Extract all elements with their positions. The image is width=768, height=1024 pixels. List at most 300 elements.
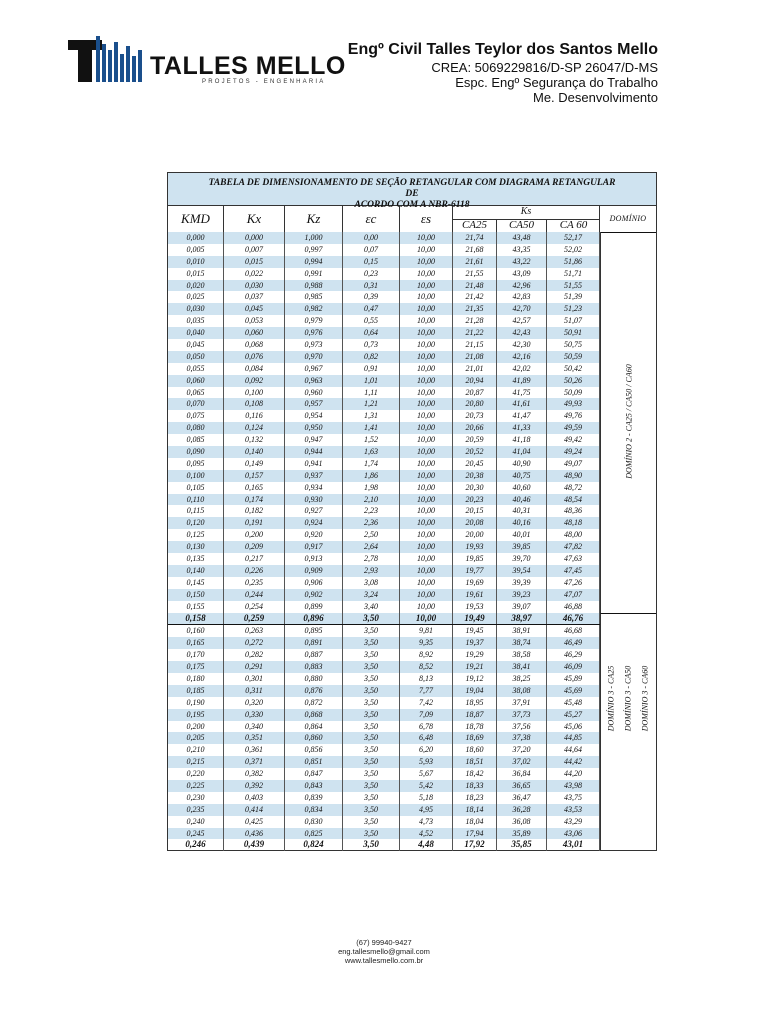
cell-kz: 0,960	[285, 387, 343, 399]
cell-kmd: 0,085	[168, 434, 224, 446]
cell-ec: 3,50	[343, 685, 400, 697]
cell-kz: 0,895	[285, 625, 343, 637]
cell-ks-ca50: 40,90	[497, 458, 547, 470]
cell-es: 10,00	[400, 470, 453, 482]
table-row	[168, 685, 600, 697]
cell-ec: 0,82	[343, 351, 400, 363]
cell-es: 10,00	[400, 517, 453, 529]
cell-kx: 0,140	[224, 446, 285, 458]
cell-es: 4,52	[400, 828, 453, 840]
cell-ec: 2,93	[343, 565, 400, 577]
cell-kz: 0,982	[285, 303, 343, 315]
cell-ks-ca50: 37,56	[497, 721, 547, 733]
cell-ks-ca25: 17,92	[453, 839, 497, 851]
table-row	[168, 327, 600, 339]
cell-kz: 0,973	[285, 339, 343, 351]
cell-kx: 0,076	[224, 351, 285, 363]
cell-kmd: 0,246	[168, 839, 224, 851]
cell-es: 5,18	[400, 792, 453, 804]
cell-ks-ca50: 37,91	[497, 697, 547, 709]
cell-ec: 1,74	[343, 458, 400, 470]
cell-kx: 0,007	[224, 244, 285, 256]
cell-ec: 3,50	[343, 721, 400, 733]
header-ks-group	[453, 206, 600, 232]
cell-ks-ca25: 21,48	[453, 280, 497, 292]
cell-kz: 0,896	[285, 613, 343, 625]
engineer-name: Engº Civil Talles Teylor dos Santos Mello	[347, 41, 658, 58]
cell-ks-ca60: 51,39	[547, 291, 600, 303]
cell-es: 7,77	[400, 685, 453, 697]
cell-es: 10,00	[400, 553, 453, 565]
cell-kz: 0,887	[285, 649, 343, 661]
cell-kmd: 0,175	[168, 661, 224, 673]
cell-ks-ca25: 18,87	[453, 709, 497, 721]
cell-ks-ca60: 47,45	[547, 565, 600, 577]
cell-ks-ca50: 41,75	[497, 387, 547, 399]
cell-kz: 0,868	[285, 709, 343, 721]
cell-ks-ca25: 21,08	[453, 351, 497, 363]
cell-kz: 0,997	[285, 244, 343, 256]
logo-brand-subtitle: PROJETOS - ENGENHARIA	[202, 79, 326, 85]
cell-ks-ca60: 50,09	[547, 387, 600, 399]
cell-kmd: 0,055	[168, 363, 224, 375]
cell-kx: 0,116	[224, 410, 285, 422]
cell-kmd: 0,100	[168, 470, 224, 482]
cell-ec: 0,73	[343, 339, 400, 351]
cell-ks-ca60: 45,69	[547, 685, 600, 697]
cell-ec: 0,91	[343, 363, 400, 375]
cell-kx: 0,030	[224, 280, 285, 292]
cell-kmd: 0,030	[168, 303, 224, 315]
cell-ks-ca50: 43,09	[497, 268, 547, 280]
cell-ks-ca60: 44,20	[547, 768, 600, 780]
cell-kmd: 0,115	[168, 505, 224, 517]
cell-ec: 3,50	[343, 649, 400, 661]
cell-ks-ca50: 37,73	[497, 709, 547, 721]
cell-es: 10,00	[400, 232, 453, 244]
cell-ks-ca50: 37,38	[497, 732, 547, 744]
table-row	[168, 816, 600, 828]
cell-ks-ca60: 51,71	[547, 268, 600, 280]
cell-ks-ca50: 39,70	[497, 553, 547, 565]
cell-kmd: 0,095	[168, 458, 224, 470]
cell-ec: 2,64	[343, 541, 400, 553]
cell-kmd: 0,210	[168, 744, 224, 756]
cell-es: 5,42	[400, 780, 453, 792]
cell-ec: 1,01	[343, 375, 400, 387]
cell-ks-ca60: 50,75	[547, 339, 600, 351]
cell-ks-ca25: 19,29	[453, 649, 497, 661]
cell-kz: 0,920	[285, 529, 343, 541]
table-title-line2: ACORDO COM A NBR-6118	[354, 200, 470, 210]
cell-kz: 0,899	[285, 601, 343, 613]
cell-ec: 2,10	[343, 494, 400, 506]
cell-ks-ca60: 50,26	[547, 375, 600, 387]
table-row	[168, 613, 600, 625]
logo-buildings-icon	[66, 34, 150, 84]
cell-ks-ca60: 51,55	[547, 280, 600, 292]
cell-kx: 0,174	[224, 494, 285, 506]
cell-ks-ca60: 46,68	[547, 625, 600, 637]
cell-kz: 0,991	[285, 268, 343, 280]
cell-ks-ca25: 20,87	[453, 387, 497, 399]
cell-kmd: 0,025	[168, 291, 224, 303]
cell-kx: 0,439	[224, 839, 285, 851]
header-kz: Kz	[285, 206, 343, 232]
cell-es: 7,42	[400, 697, 453, 709]
cell-kx: 0,200	[224, 529, 285, 541]
cell-ks-ca50: 38,25	[497, 673, 547, 685]
cell-kx: 0,092	[224, 375, 285, 387]
cell-ec: 0,39	[343, 291, 400, 303]
cell-ks-ca50: 37,02	[497, 756, 547, 768]
engineer-degree: Me. Desenvolvimento	[533, 90, 658, 105]
cell-ks-ca50: 41,47	[497, 410, 547, 422]
cell-kz: 0,856	[285, 744, 343, 756]
footer-website: www.tallesmello.com.br	[344, 956, 424, 965]
cell-es: 10,00	[400, 244, 453, 256]
cell-kx: 0,340	[224, 721, 285, 733]
table-row	[168, 756, 600, 768]
cell-ec: 2,36	[343, 517, 400, 529]
cell-kx: 0,392	[224, 780, 285, 792]
cell-ec: 3,50	[343, 673, 400, 685]
cell-kx: 0,157	[224, 470, 285, 482]
cell-ks-ca50: 41,61	[497, 398, 547, 410]
cell-ec: 0,23	[343, 268, 400, 280]
cell-kx: 0,226	[224, 565, 285, 577]
cell-kz: 0,909	[285, 565, 343, 577]
cell-ks-ca60: 49,59	[547, 422, 600, 434]
cell-ks-ca50: 41,04	[497, 446, 547, 458]
cell-ks-ca25: 20,66	[453, 422, 497, 434]
cell-es: 10,00	[400, 601, 453, 613]
cell-kz: 0,941	[285, 458, 343, 470]
cell-ec: 3,50	[343, 732, 400, 744]
table-row	[168, 732, 600, 744]
cell-ks-ca25: 21,42	[453, 291, 497, 303]
table-header	[168, 206, 656, 233]
cell-ks-ca50: 41,18	[497, 434, 547, 446]
cell-ks-ca60: 45,27	[547, 709, 600, 721]
cell-ks-ca50: 35,89	[497, 828, 547, 840]
cell-es: 7,09	[400, 709, 453, 721]
cell-ks-ca60: 46,88	[547, 601, 600, 613]
cell-ks-ca60: 44,42	[547, 756, 600, 768]
cell-kmd: 0,240	[168, 816, 224, 828]
table-row	[168, 792, 600, 804]
cell-ec: 3,50	[343, 839, 400, 851]
table-row	[168, 482, 600, 494]
table-row	[168, 529, 600, 541]
cell-kx: 0,254	[224, 601, 285, 613]
cell-ec: 0,55	[343, 315, 400, 327]
cell-es: 4,48	[400, 839, 453, 851]
table-row	[168, 541, 600, 553]
cell-kx: 0,182	[224, 505, 285, 517]
cell-ks-ca25: 18,33	[453, 780, 497, 792]
cell-ks-ca50: 43,48	[497, 232, 547, 244]
cell-ec: 3,50	[343, 625, 400, 637]
cell-ks-ca50: 38,08	[497, 685, 547, 697]
cell-kx: 0,209	[224, 541, 285, 553]
cell-ks-ca25: 21,35	[453, 303, 497, 315]
cell-ec: 0,64	[343, 327, 400, 339]
cell-kz: 0,985	[285, 291, 343, 303]
engineer-specialization: Espc. Engº Segurança do Trabalho	[455, 75, 658, 90]
table-row	[168, 339, 600, 351]
header-ca25: CA25	[453, 219, 497, 232]
cell-es: 9,35	[400, 637, 453, 649]
cell-ks-ca60: 43,75	[547, 792, 600, 804]
cell-es: 8,92	[400, 649, 453, 661]
cell-kz: 0,934	[285, 482, 343, 494]
cell-ks-ca60: 45,89	[547, 673, 600, 685]
table-row	[168, 828, 600, 840]
cell-kx: 0,263	[224, 625, 285, 637]
cell-ks-ca25: 21,22	[453, 327, 497, 339]
table-row	[168, 744, 600, 756]
cell-ks-ca25: 18,60	[453, 744, 497, 756]
cell-kmd: 0,050	[168, 351, 224, 363]
cell-kz: 0,927	[285, 505, 343, 517]
cell-es: 10,00	[400, 303, 453, 315]
cell-kmd: 0,180	[168, 673, 224, 685]
cell-ec: 0,15	[343, 256, 400, 268]
cell-ks-ca25: 20,59	[453, 434, 497, 446]
cell-es: 10,00	[400, 315, 453, 327]
cell-es: 10,00	[400, 505, 453, 517]
table-row	[168, 697, 600, 709]
cell-kmd: 0,130	[168, 541, 224, 553]
cell-ks-ca60: 49,07	[547, 458, 600, 470]
cell-ks-ca25: 20,73	[453, 410, 497, 422]
cell-ec: 1,63	[343, 446, 400, 458]
cell-es: 10,00	[400, 387, 453, 399]
cell-ks-ca60: 46,29	[547, 649, 600, 661]
table-row	[168, 422, 600, 434]
cell-kz: 0,864	[285, 721, 343, 733]
cell-es: 4,95	[400, 804, 453, 816]
cell-ks-ca50: 40,16	[497, 517, 547, 529]
cell-ks-ca60: 44,85	[547, 732, 600, 744]
cell-es: 10,00	[400, 256, 453, 268]
cell-ks-ca25: 19,04	[453, 685, 497, 697]
cell-kmd: 0,150	[168, 589, 224, 601]
table-row	[168, 517, 600, 529]
cell-kmd: 0,080	[168, 422, 224, 434]
cell-ks-ca25: 19,49	[453, 613, 497, 625]
cell-ks-ca25: 18,78	[453, 721, 497, 733]
dominio-3-ca50-label: DOMÍNIO 3 - CA50	[623, 665, 633, 732]
cell-ks-ca50: 36,65	[497, 780, 547, 792]
cell-ec: 0,31	[343, 280, 400, 292]
table-row	[168, 363, 600, 375]
cell-kx: 0,124	[224, 422, 285, 434]
cell-ks-ca50: 36,08	[497, 816, 547, 828]
table-row	[168, 637, 600, 649]
cell-kmd: 0,220	[168, 768, 224, 780]
cell-ks-ca25: 18,14	[453, 804, 497, 816]
cell-kz: 0,839	[285, 792, 343, 804]
cell-ks-ca25: 20,15	[453, 505, 497, 517]
cell-ec: 2,23	[343, 505, 400, 517]
cell-ks-ca25: 21,01	[453, 363, 497, 375]
cell-kx: 0,060	[224, 327, 285, 339]
cell-kx: 0,149	[224, 458, 285, 470]
cell-kmd: 0,195	[168, 709, 224, 721]
cell-kx: 0,403	[224, 792, 285, 804]
cell-ks-ca25: 19,12	[453, 673, 497, 685]
dominio-2-cell	[600, 232, 656, 614]
cell-kz: 0,970	[285, 351, 343, 363]
cell-ec: 3,50	[343, 780, 400, 792]
cell-ec: 3,50	[343, 828, 400, 840]
cell-kmd: 0,015	[168, 268, 224, 280]
cell-ks-ca25: 18,51	[453, 756, 497, 768]
cell-ks-ca50: 38,58	[497, 649, 547, 661]
table-row	[168, 505, 600, 517]
cell-kx: 0,351	[224, 732, 285, 744]
cell-es: 10,00	[400, 589, 453, 601]
cell-ks-ca25: 20,52	[453, 446, 497, 458]
cell-ks-ca50: 43,22	[497, 256, 547, 268]
cell-kx: 0,361	[224, 744, 285, 756]
cell-ks-ca50: 38,91	[497, 625, 547, 637]
cell-es: 4,73	[400, 816, 453, 828]
cell-ks-ca60: 51,86	[547, 256, 600, 268]
table-row	[168, 410, 600, 422]
cell-ks-ca25: 17,94	[453, 828, 497, 840]
cell-ks-ca50: 40,46	[497, 494, 547, 506]
dominio-3-ca25-label: DOMÍNIO 3 - CA25	[606, 665, 616, 732]
cell-ks-ca60: 45,48	[547, 697, 600, 709]
table-row	[168, 649, 600, 661]
cell-ec: 3,50	[343, 613, 400, 625]
cell-es: 10,00	[400, 541, 453, 553]
cell-kmd: 0,225	[168, 780, 224, 792]
cell-ks-ca25: 18,04	[453, 816, 497, 828]
cell-kx: 0,320	[224, 697, 285, 709]
table-title	[168, 173, 656, 210]
cell-kx: 0,436	[224, 828, 285, 840]
cell-ks-ca50: 42,30	[497, 339, 547, 351]
cell-kx: 0,259	[224, 613, 285, 625]
cell-ks-ca50: 38,41	[497, 661, 547, 673]
cell-ec: 1,31	[343, 410, 400, 422]
cell-ks-ca25: 19,37	[453, 637, 497, 649]
cell-ks-ca60: 48,18	[547, 517, 600, 529]
cell-kmd: 0,105	[168, 482, 224, 494]
cell-kmd: 0,035	[168, 315, 224, 327]
cell-kx: 0,100	[224, 387, 285, 399]
dominio-3-ca60-label: DOMÍNIO 3 - CA60	[640, 665, 650, 732]
cell-kz: 0,937	[285, 470, 343, 482]
table-row	[168, 589, 600, 601]
header-dominio: DOMÍNIO	[609, 214, 647, 223]
cell-kz: 0,917	[285, 541, 343, 553]
cell-es: 10,00	[400, 268, 453, 280]
cell-ec: 1,52	[343, 434, 400, 446]
cell-kmd: 0,200	[168, 721, 224, 733]
cell-kz: 0,988	[285, 280, 343, 292]
cell-kmd: 0,205	[168, 732, 224, 744]
cell-kx: 0,425	[224, 816, 285, 828]
cell-kz: 0,825	[285, 828, 343, 840]
header-ks: Ks	[453, 206, 599, 220]
cell-es: 10,00	[400, 529, 453, 541]
table-row	[168, 494, 600, 506]
cell-kz: 0,930	[285, 494, 343, 506]
table-row	[168, 291, 600, 303]
cell-es: 10,00	[400, 458, 453, 470]
cell-ks-ca60: 47,26	[547, 577, 600, 589]
cell-ks-ca60: 47,63	[547, 553, 600, 565]
cell-kmd: 0,140	[168, 565, 224, 577]
cell-kz: 1,000	[285, 232, 343, 244]
cell-kz: 0,944	[285, 446, 343, 458]
cell-ks-ca60: 43,29	[547, 816, 600, 828]
footer-contact	[0, 938, 768, 965]
cell-ks-ca50: 40,31	[497, 505, 547, 517]
cell-kz: 0,830	[285, 816, 343, 828]
cell-ks-ca25: 18,69	[453, 732, 497, 744]
cell-ks-ca50: 38,74	[497, 637, 547, 649]
table-row	[168, 721, 600, 733]
cell-kz: 0,979	[285, 315, 343, 327]
cell-kz: 0,976	[285, 327, 343, 339]
table-row	[168, 375, 600, 387]
cell-ks-ca60: 45,06	[547, 721, 600, 733]
cell-ks-ca60: 43,53	[547, 804, 600, 816]
cell-kmd: 0,190	[168, 697, 224, 709]
table-row	[168, 446, 600, 458]
cell-kmd: 0,170	[168, 649, 224, 661]
cell-kmd: 0,040	[168, 327, 224, 339]
table-row	[168, 470, 600, 482]
cell-kx: 0,037	[224, 291, 285, 303]
cell-ks-ca25: 19,45	[453, 625, 497, 637]
table-row	[168, 709, 600, 721]
cell-es: 10,00	[400, 577, 453, 589]
cell-kx: 0,235	[224, 577, 285, 589]
cell-ks-ca25: 20,94	[453, 375, 497, 387]
cell-ks-ca50: 36,47	[497, 792, 547, 804]
cell-es: 10,00	[400, 613, 453, 625]
table-row	[168, 398, 600, 410]
cell-ks-ca60: 46,09	[547, 661, 600, 673]
logo-brand-name: TALLES MELLO	[150, 52, 346, 80]
cell-ks-ca25: 20,00	[453, 529, 497, 541]
cell-ks-ca60: 48,54	[547, 494, 600, 506]
table-row	[168, 303, 600, 315]
table-row	[168, 673, 600, 685]
cell-kx: 0,371	[224, 756, 285, 768]
cell-es: 10,00	[400, 482, 453, 494]
table-row	[168, 351, 600, 363]
cell-ks-ca50: 42,43	[497, 327, 547, 339]
cell-kz: 0,843	[285, 780, 343, 792]
cell-ks-ca60: 51,07	[547, 315, 600, 327]
cell-ks-ca50: 40,60	[497, 482, 547, 494]
cell-es: 10,00	[400, 363, 453, 375]
footer-phone: (67) 99940-9427	[356, 938, 412, 947]
table-row	[168, 624, 600, 637]
cell-ks-ca25: 19,85	[453, 553, 497, 565]
cell-es: 10,00	[400, 280, 453, 292]
header-kmd: KMD	[168, 206, 224, 232]
cell-kmd: 0,165	[168, 637, 224, 649]
